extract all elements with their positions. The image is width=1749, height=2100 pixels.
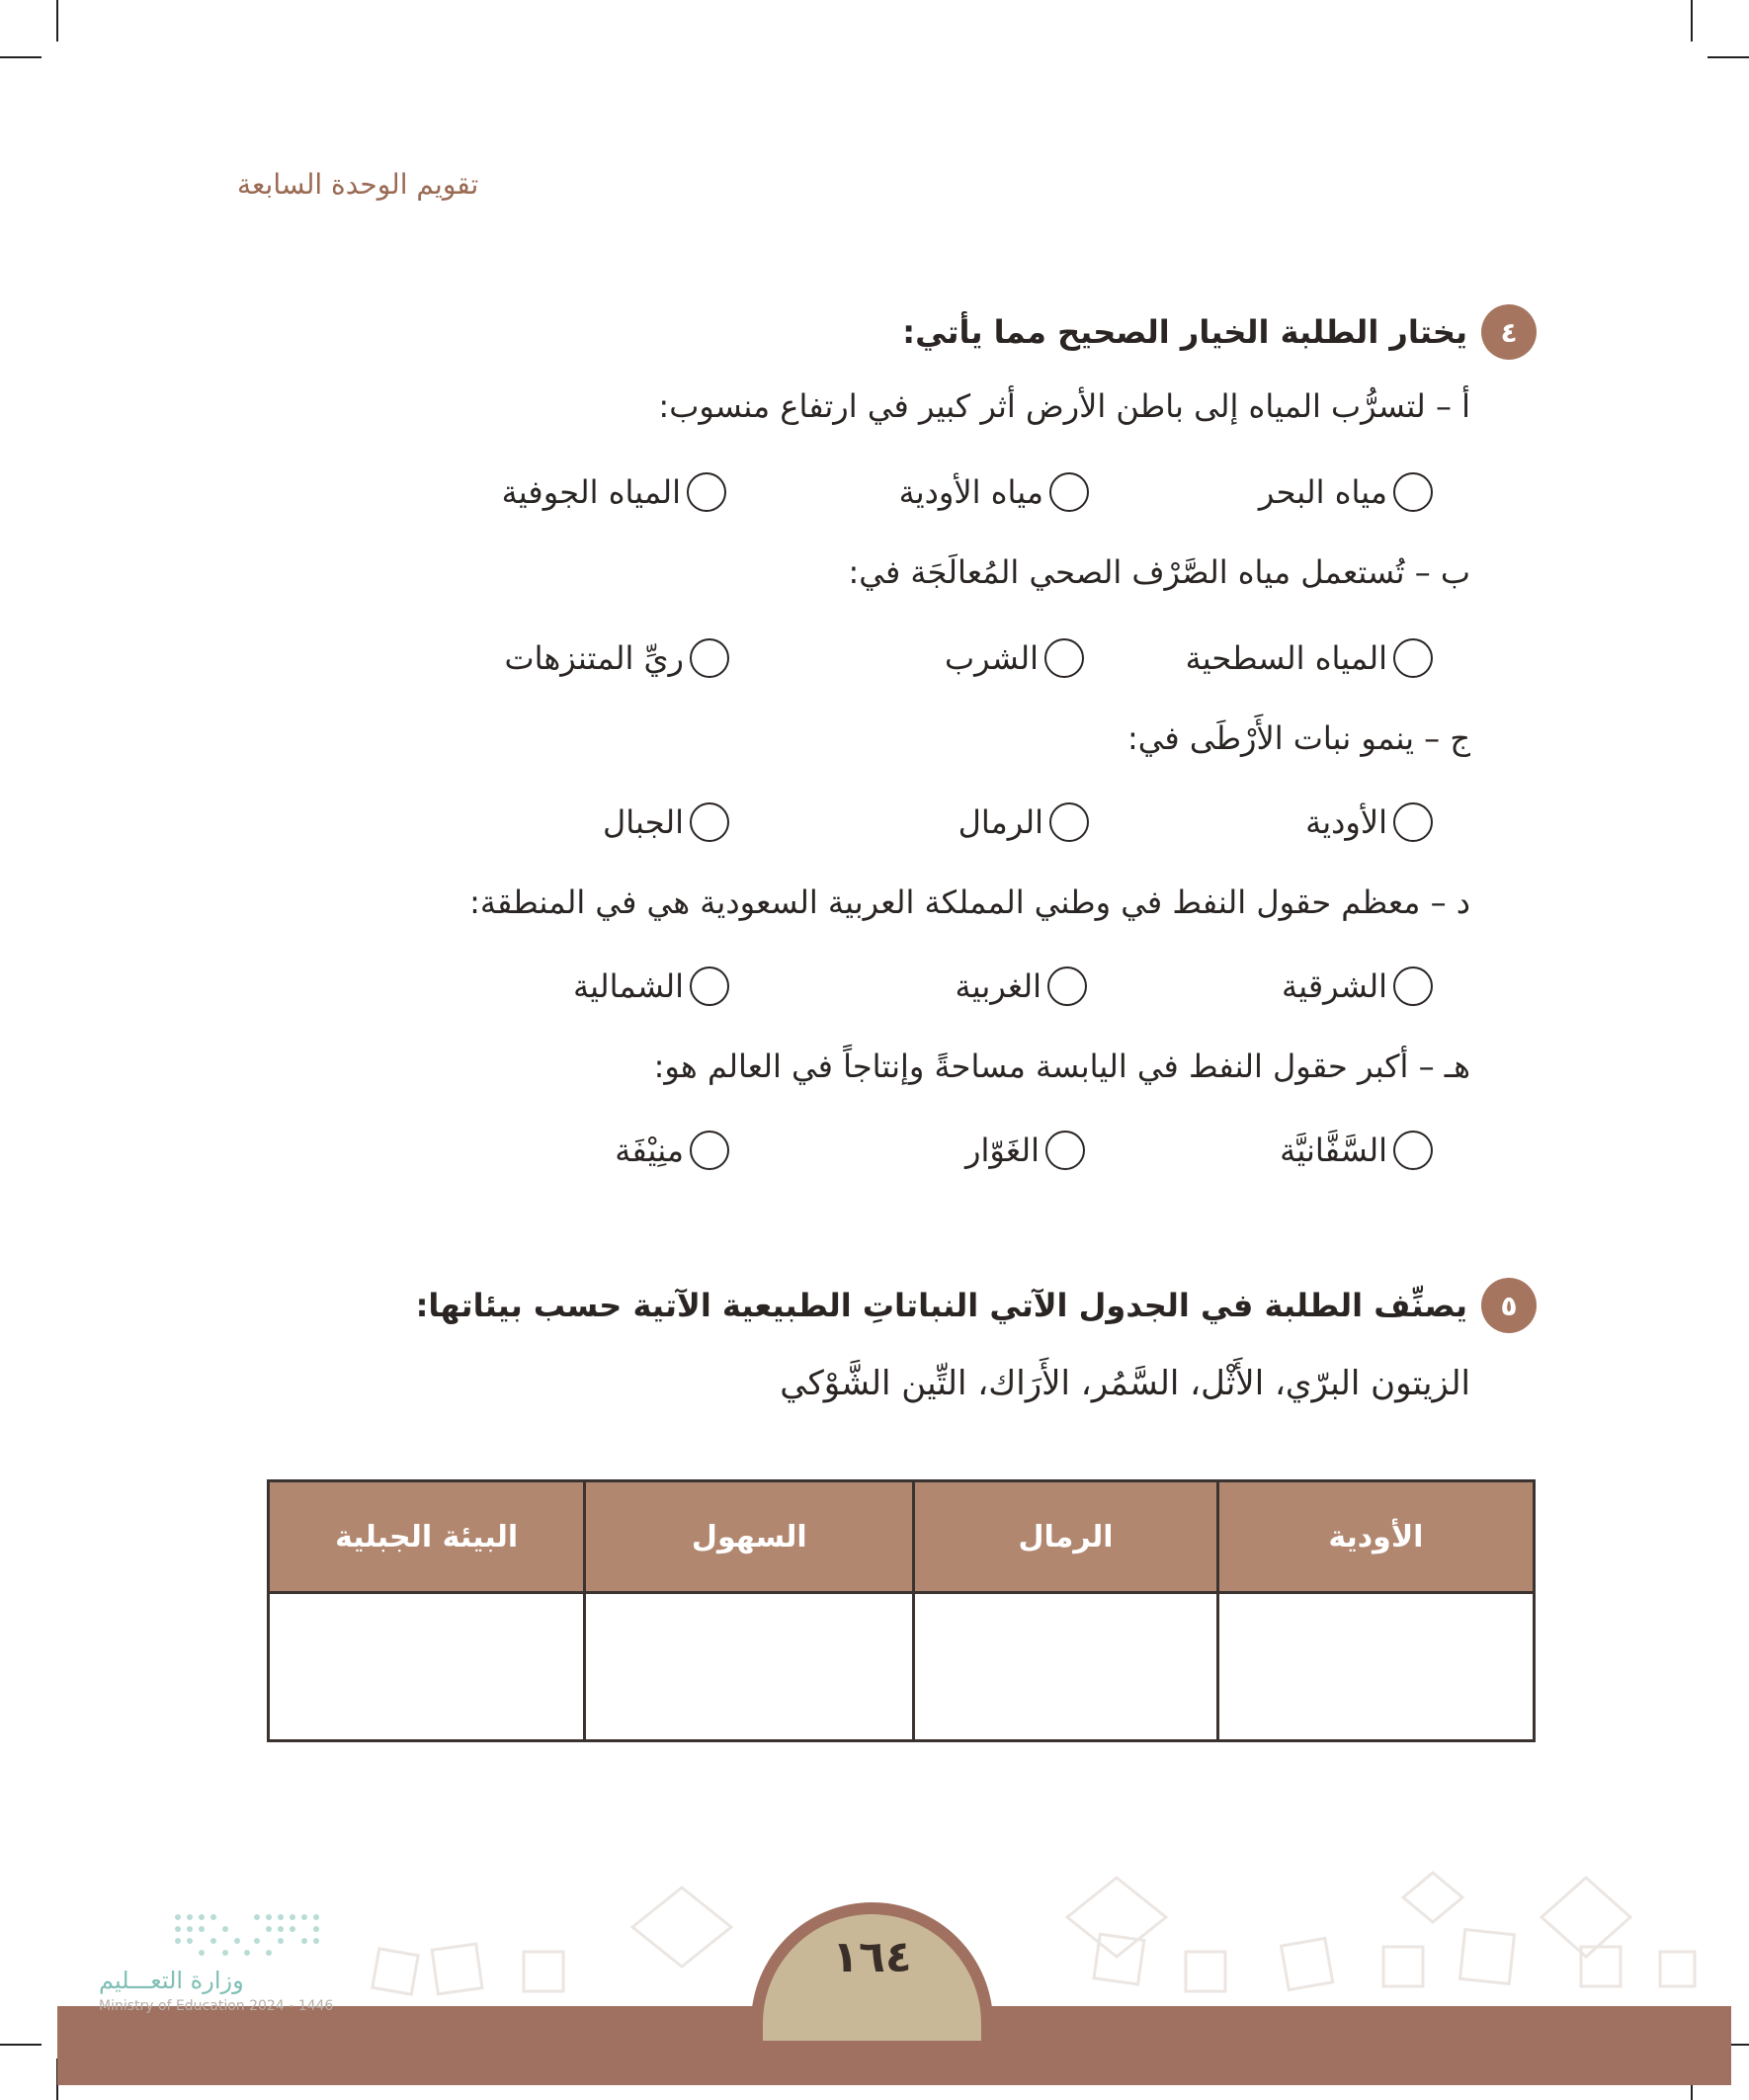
table-header-cell: الرمال xyxy=(914,1481,1217,1593)
option-radio[interactable]: الشرقية xyxy=(1282,966,1433,1006)
page-number: ١٦٤ xyxy=(832,1932,912,1982)
answer-cell[interactable] xyxy=(585,1593,914,1741)
crop-mark xyxy=(1691,0,1693,42)
crop-mark xyxy=(0,2044,42,2046)
option-radio[interactable]: السَّفَّانيَّة xyxy=(1280,1131,1433,1170)
question-4 xyxy=(902,304,1537,360)
plants-list: الزيتون البرّي، الأَثْل، السَّمُر، الأَرَاك، التِّين الشَّوْكي xyxy=(780,1364,1470,1403)
option-radio[interactable]: الشرب xyxy=(945,638,1084,678)
radio-circle-icon[interactable] xyxy=(1393,966,1433,1006)
radio-circle-icon[interactable] xyxy=(1393,802,1433,842)
sub-question-e: هـ – أكبر حقول النفط في اليابسة مساحةً وإنتاجاً في العالم هو: xyxy=(653,1048,1470,1085)
crop-mark xyxy=(56,0,58,42)
option-radio[interactable]: مياه البحر xyxy=(1259,472,1433,512)
question-number-badge: ٤ xyxy=(1481,304,1537,360)
option-radio[interactable]: الرمال xyxy=(958,802,1089,842)
option-radio[interactable]: الغربية xyxy=(956,966,1087,1006)
option-radio[interactable]: مياه الأودية xyxy=(899,472,1089,512)
sub-question-c: ج – ينمو نبات الأَرْطَى في: xyxy=(1126,719,1470,757)
ministry-logo-subtitle: Ministry of Education 2024 - 1446 xyxy=(99,1998,334,2014)
answer-cell[interactable] xyxy=(1217,1593,1534,1741)
radio-circle-icon[interactable] xyxy=(1393,1131,1433,1170)
radio-circle-icon[interactable] xyxy=(690,1131,729,1170)
radio-circle-icon[interactable] xyxy=(690,638,729,678)
option-radio[interactable]: الغَوّار xyxy=(965,1131,1085,1170)
answer-cell[interactable] xyxy=(914,1593,1217,1741)
option-radio[interactable]: منِيْفَة xyxy=(615,1131,729,1170)
option-radio[interactable]: ريِّ المتنزهات xyxy=(504,638,729,678)
table-header-cell: الأودية xyxy=(1217,1481,1534,1593)
question-prompt: يختار الطلبة الخيار الصحيح مما يأتي: xyxy=(902,313,1467,351)
table-header-cell: السهول xyxy=(585,1481,914,1593)
crop-mark xyxy=(0,56,42,58)
radio-circle-icon[interactable] xyxy=(1049,472,1089,512)
option-radio[interactable]: المياه السطحية xyxy=(1186,638,1433,678)
radio-circle-icon[interactable] xyxy=(1393,638,1433,678)
sub-question-d: د – معظم حقول النفط في وطني المملكة العربية السعودية هي في المنطقة: xyxy=(469,883,1470,921)
option-radio[interactable]: الجبال xyxy=(603,802,729,842)
unit-review-title: تقويم الوحدة السابعة xyxy=(237,168,479,201)
option-radio[interactable]: المياه الجوفية xyxy=(502,472,726,512)
radio-circle-icon[interactable] xyxy=(1393,472,1433,512)
table-header-cell: البيئة الجبلية xyxy=(269,1481,585,1593)
answer-cell[interactable] xyxy=(269,1593,585,1741)
question-prompt: يصنِّف الطلبة في الجدول الآتي النباتاتِ الطبيعية الآتية حسب بيئاتها: xyxy=(415,1287,1467,1324)
question-5 xyxy=(416,1278,1537,1333)
table-row xyxy=(269,1593,1535,1741)
crop-mark xyxy=(1707,56,1749,58)
radio-circle-icon[interactable] xyxy=(690,966,729,1006)
ministry-logo-text: وزارة التعـــليم xyxy=(99,1967,244,1994)
option-radio[interactable]: الشمالية xyxy=(573,966,729,1006)
radio-circle-icon[interactable] xyxy=(690,802,729,842)
radio-circle-icon[interactable] xyxy=(1044,638,1084,678)
radio-circle-icon[interactable] xyxy=(1045,1131,1085,1170)
sub-question-a: أ – لتسرُّب المياه إلى باطن الأرض أثر كبير في ارتفاع منسوب: xyxy=(658,387,1470,425)
classification-table xyxy=(267,1479,1536,1742)
table-header-row xyxy=(269,1481,1535,1593)
option-radio[interactable]: الأودية xyxy=(1305,802,1433,842)
radio-circle-icon[interactable] xyxy=(687,472,726,512)
question-number-badge: ٥ xyxy=(1481,1278,1537,1333)
radio-circle-icon[interactable] xyxy=(1049,802,1089,842)
sub-question-b: ب – تُستعمل مياه الصَّرْف الصحي المُعالَجَة في: xyxy=(848,553,1470,591)
radio-circle-icon[interactable] xyxy=(1047,966,1087,1006)
